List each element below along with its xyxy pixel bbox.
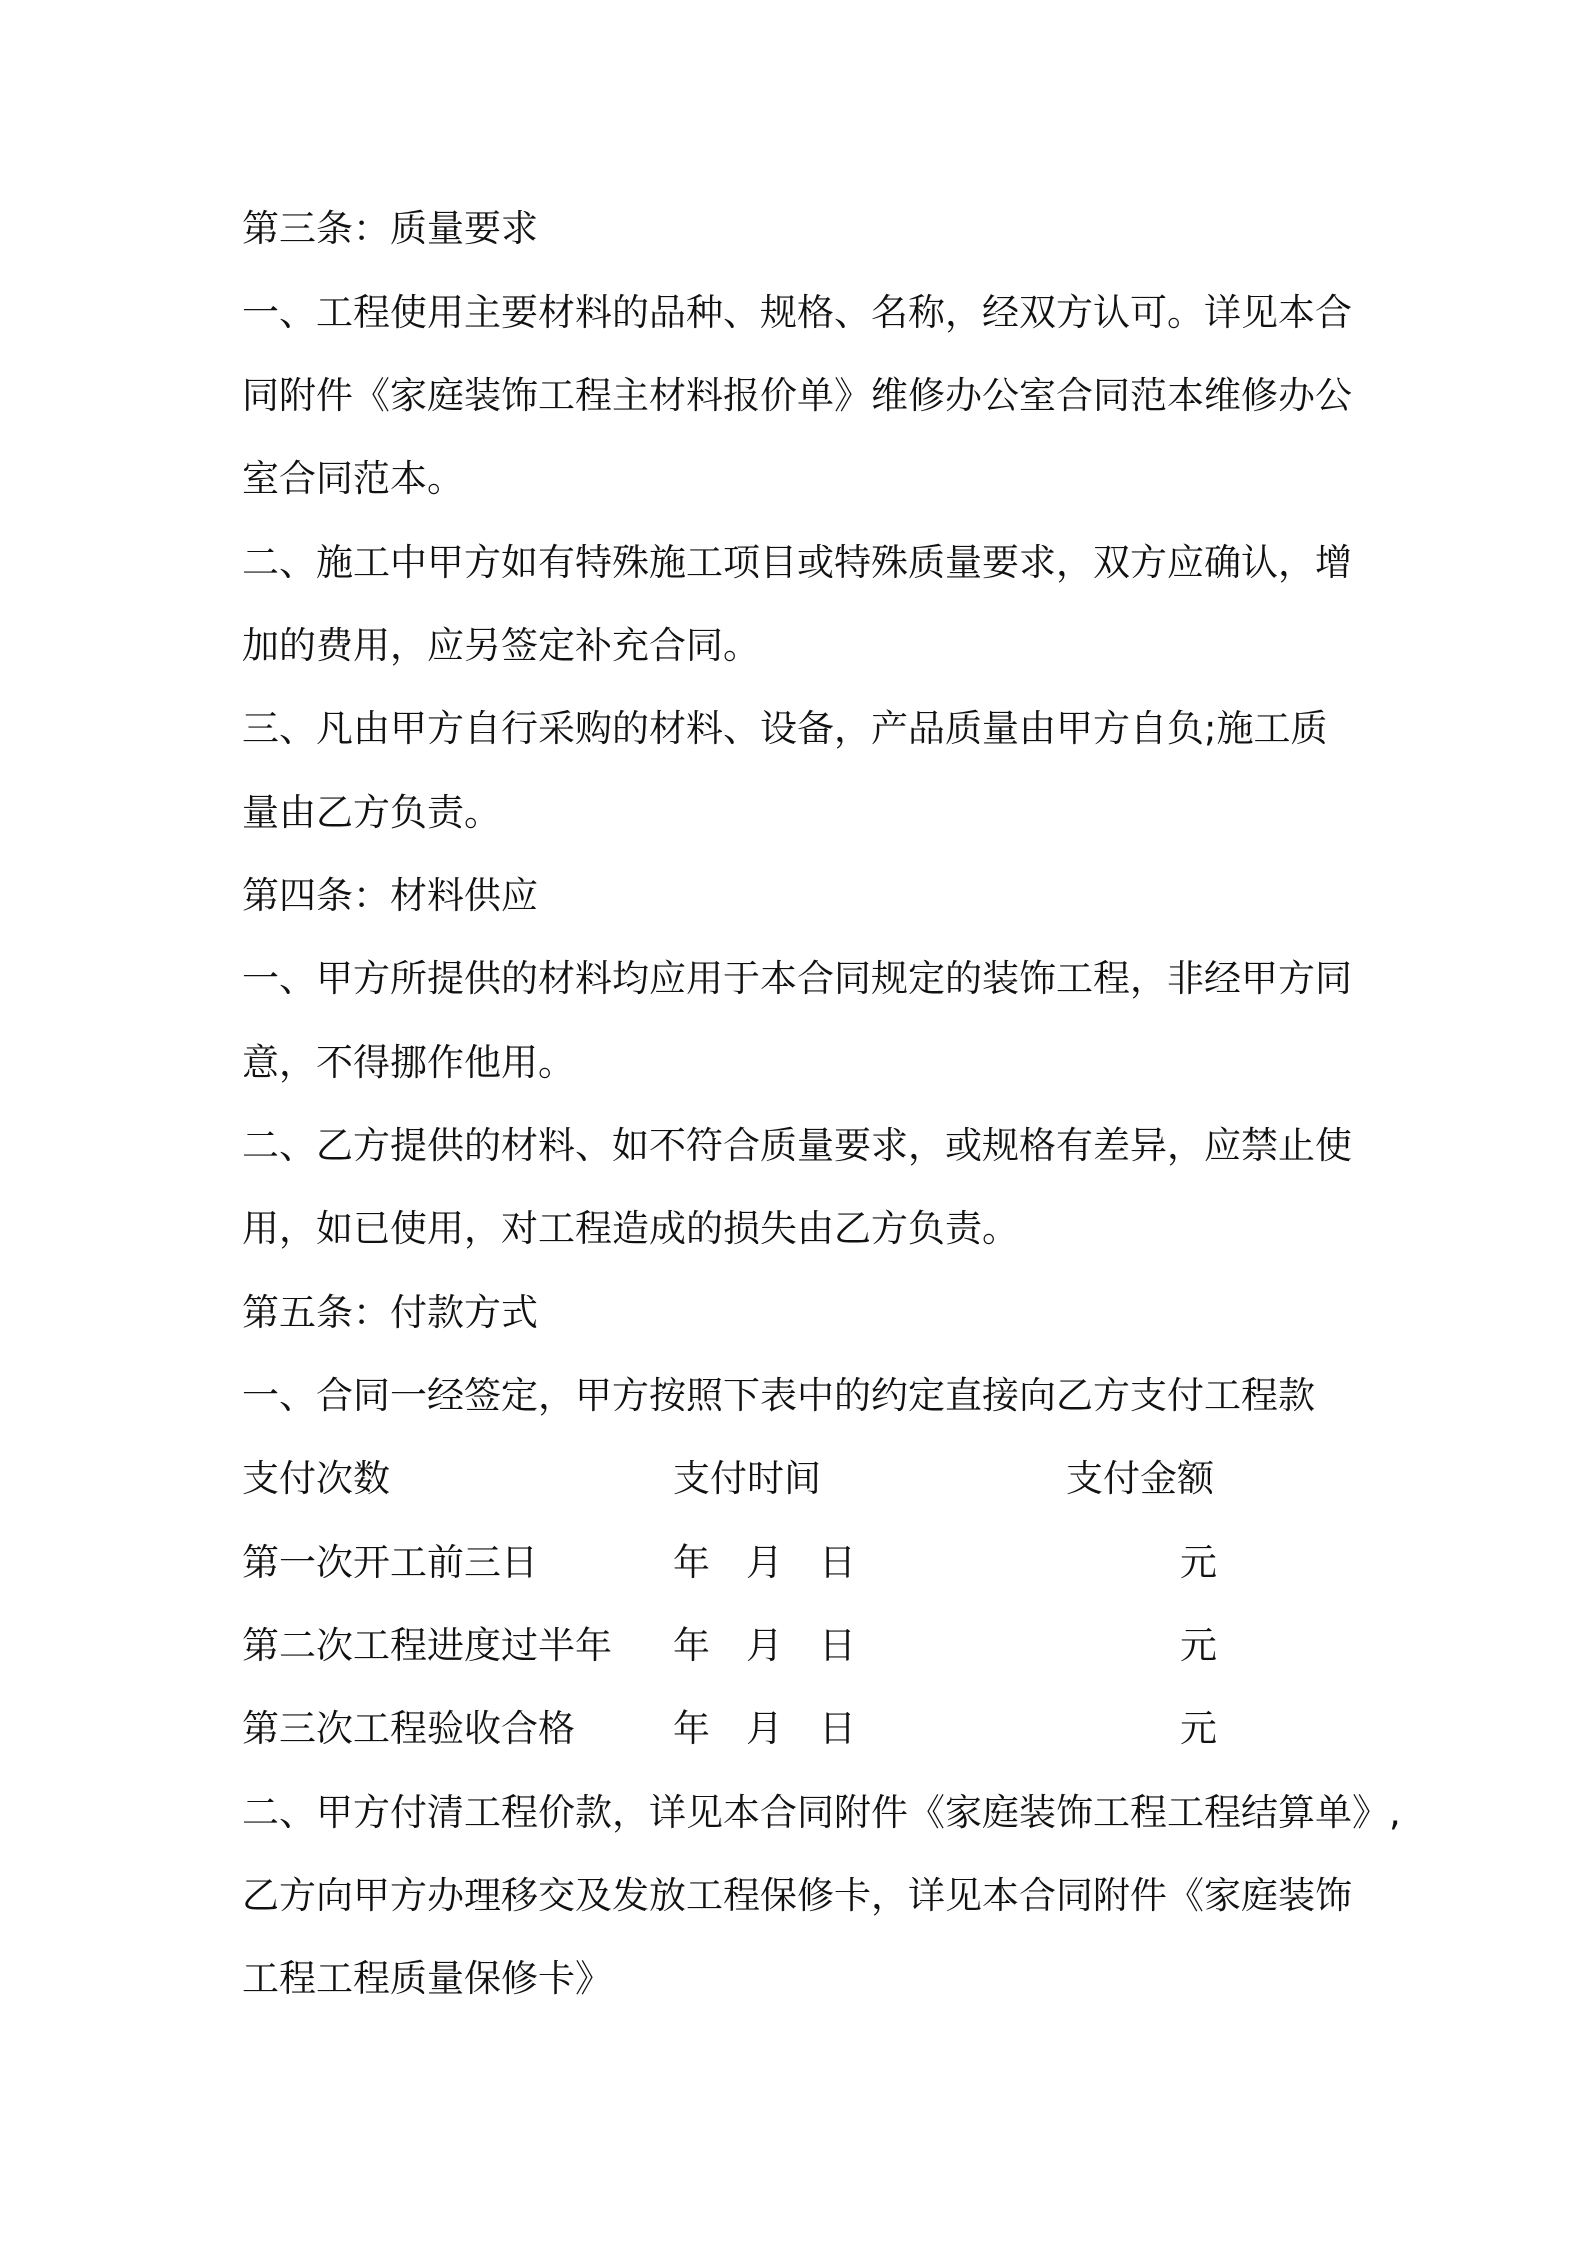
article-3-paragraph-1-line-1: 一、工程使用主要材料的品种、规格、名称，经双方认可。详见本合 bbox=[242, 291, 1352, 334]
table-row-1-installment: 第一次开工前三日 bbox=[242, 1541, 538, 1584]
article-3-paragraph-3-line-2: 量由乙方负责。 bbox=[242, 791, 501, 834]
article-4-paragraph-2-line-2: 用，如已使用，对工程造成的损失由乙方负责。 bbox=[242, 1207, 1019, 1250]
table-row-1-date bbox=[673, 1540, 856, 1586]
table-row-3-date bbox=[673, 1706, 856, 1752]
table-row-3-amount: 元 bbox=[1180, 1707, 1217, 1750]
date-year: 年 bbox=[673, 1707, 710, 1750]
article-5-paragraph-2-line-1: 二、甲方付清工程价款，详见本合同附件《家庭装饰工程工程结算单》, bbox=[242, 1791, 1401, 1834]
date-year: 年 bbox=[673, 1541, 710, 1584]
date-day: 日 bbox=[819, 1624, 856, 1667]
article-5-title: 第五条：付款方式 bbox=[242, 1291, 538, 1334]
article-4-paragraph-1-line-1: 一、甲方所提供的材料均应用于本合同规定的装饰工程，非经甲方同 bbox=[242, 957, 1352, 1000]
table-row-3-installment: 第三次工程验收合格 bbox=[242, 1707, 575, 1750]
article-3-paragraph-1-line-2: 同附件《家庭装饰工程主材料报价单》维修办公室合同范本维修办公 bbox=[242, 374, 1352, 417]
date-day: 日 bbox=[819, 1541, 856, 1584]
article-5-paragraph-1: 一、合同一经签定，甲方按照下表中的约定直接向乙方支付工程款 bbox=[242, 1374, 1315, 1417]
article-4-paragraph-1-line-2: 意，不得挪作他用。 bbox=[242, 1041, 575, 1084]
article-3-paragraph-2-line-1: 二、施工中甲方如有特殊施工项目或特殊质量要求，双方应确认，增 bbox=[242, 541, 1352, 584]
date-year: 年 bbox=[673, 1624, 710, 1667]
article-3-title: 第三条：质量要求 bbox=[242, 207, 538, 250]
table-row-2-amount: 元 bbox=[1180, 1624, 1217, 1667]
table-header-time: 支付时间 bbox=[673, 1457, 821, 1500]
table-row-1-amount: 元 bbox=[1180, 1541, 1217, 1584]
table-row-2-date bbox=[673, 1623, 856, 1669]
table-header-installment: 支付次数 bbox=[242, 1457, 390, 1500]
table-row-2-installment: 第二次工程进度过半年 bbox=[242, 1624, 612, 1667]
date-day: 日 bbox=[819, 1707, 856, 1750]
date-month: 月 bbox=[746, 1541, 783, 1584]
article-5-paragraph-2-line-2: 乙方向甲方办理移交及发放工程保修卡，详见本合同附件《家庭装饰 bbox=[242, 1874, 1352, 1917]
article-4-title: 第四条：材料供应 bbox=[242, 874, 538, 917]
article-3-paragraph-1-line-3: 室合同范本。 bbox=[242, 457, 464, 500]
date-month: 月 bbox=[746, 1624, 783, 1667]
article-5-paragraph-2-line-3: 工程工程质量保修卡》 bbox=[242, 1957, 612, 2000]
table-header-amount: 支付金额 bbox=[1066, 1457, 1214, 1500]
article-4-paragraph-2-line-1: 二、乙方提供的材料、如不符合质量要求，或规格有差异，应禁止使 bbox=[242, 1124, 1352, 1167]
article-3-paragraph-3-line-1: 三、凡由甲方自行采购的材料、设备，产品质量由甲方自负;施工质 bbox=[242, 707, 1328, 750]
date-month: 月 bbox=[746, 1707, 783, 1750]
article-3-paragraph-2-line-2: 加的费用，应另签定补充合同。 bbox=[242, 624, 760, 667]
